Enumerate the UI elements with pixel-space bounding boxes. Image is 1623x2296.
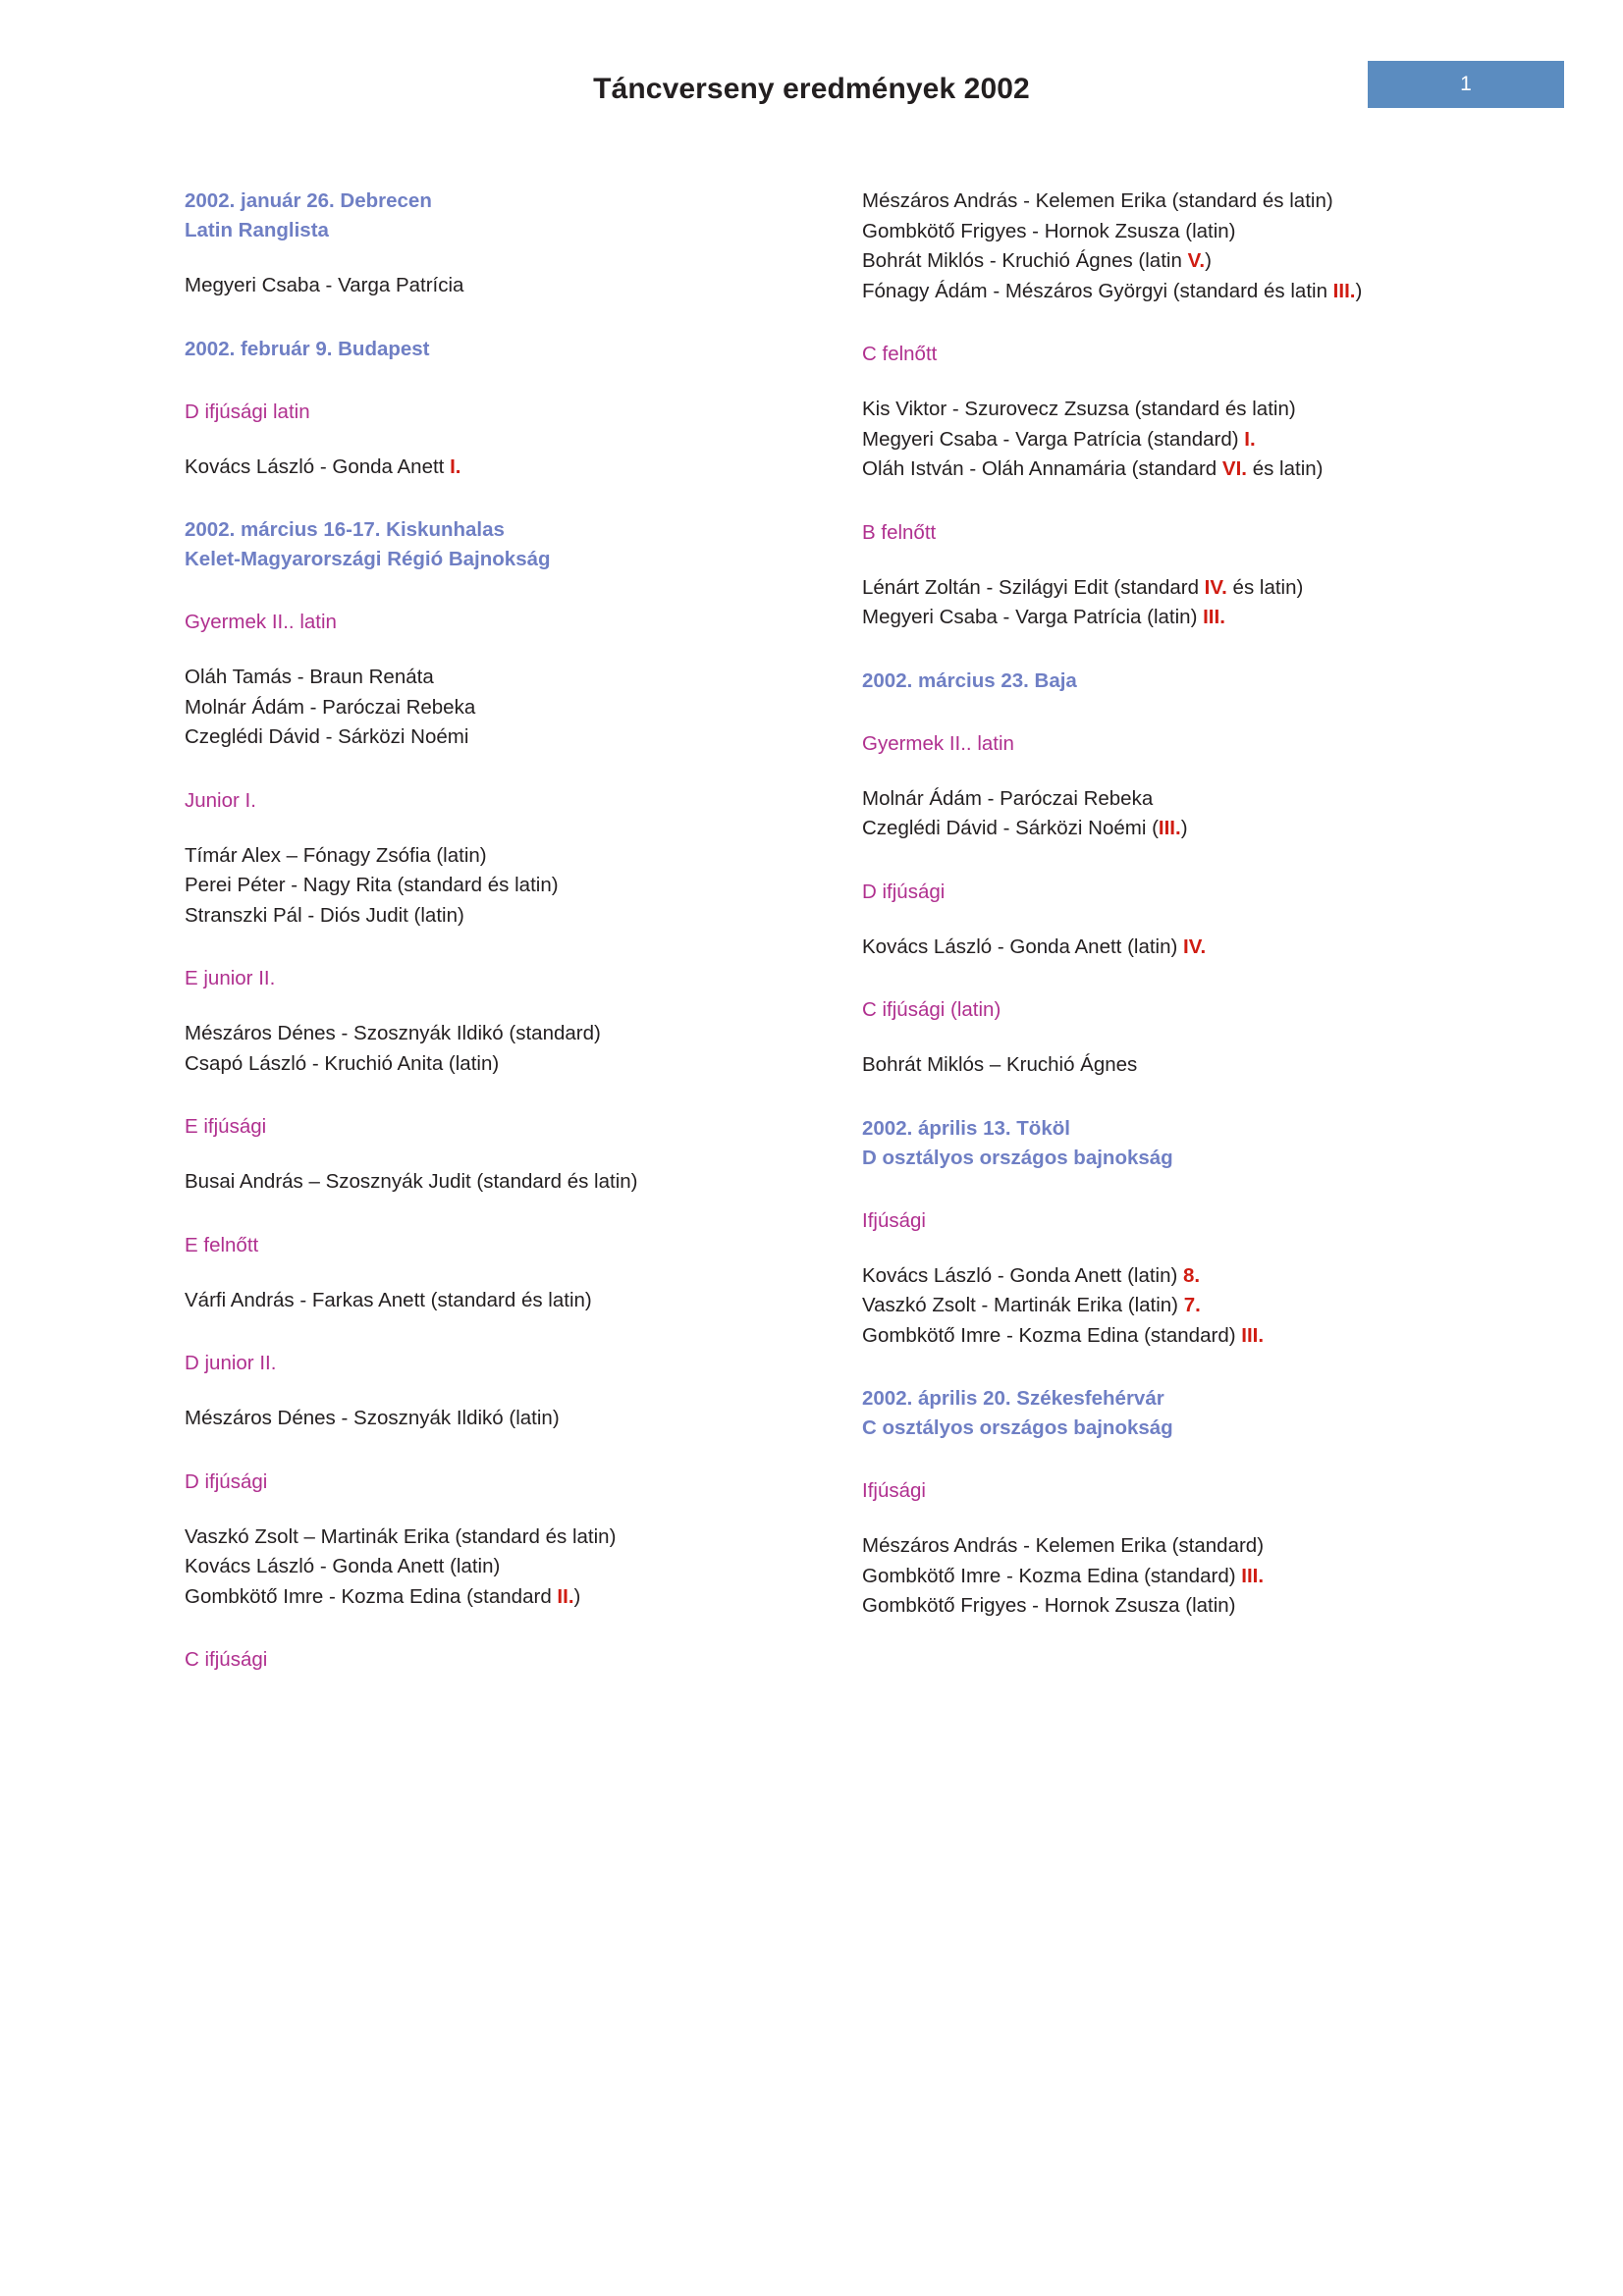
placement-rank: VI. (1221, 457, 1247, 480)
result-list (185, 841, 784, 932)
couple-names: Gombkötő Frigyes - Hornok Zsusza (latin) (862, 1594, 1236, 1617)
placement-rank: III. (1241, 1323, 1265, 1347)
event-heading-line: D osztályos országos bajnokság (862, 1146, 1173, 1169)
couple-names: Bohrát Miklós – Kruchió Ágnes (862, 1053, 1138, 1076)
result-entry (862, 1562, 1461, 1592)
result-entry (185, 1522, 784, 1553)
category-heading: D junior II. (185, 1352, 277, 1374)
couple-names: Perei Péter - Nagy Rita (standard és latin) (185, 874, 559, 896)
result-list (862, 573, 1461, 633)
couple-names: Mészáros András - Kelemen Erika (standard és latin) (862, 189, 1333, 212)
result-entry (862, 603, 1461, 633)
result-entry (862, 1291, 1461, 1321)
couple-names: Bohrát Miklós - Kruchió Ágnes (latin (862, 249, 1188, 272)
result-entry (862, 1531, 1461, 1562)
placement-rank: II. (557, 1584, 574, 1608)
result-entry (862, 814, 1461, 844)
category-heading: E junior II. (185, 967, 276, 989)
result-entry (862, 933, 1461, 963)
couple-names: Oláh Tamás - Braun Renáta (185, 666, 434, 688)
couple-names: Molnár Ádám - Paróczai Rebeka (862, 786, 1154, 810)
result-list (862, 1050, 1461, 1081)
couple-names: Gombkötő Imre - Kozma Edina (standard) (862, 1564, 1242, 1587)
result-list (862, 1531, 1461, 1622)
category-heading: B felnőtt (862, 520, 937, 544)
couple-names: Megyeri Csaba - Varga Patrícia (185, 274, 464, 296)
result-entry (185, 271, 784, 301)
result-entry (862, 425, 1461, 455)
result-entry (862, 1321, 1461, 1352)
event-heading-line: 2002. január 26. Debrecen (185, 189, 432, 212)
couple-names: Molnár Ádám - Paróczai Rebeka (185, 695, 476, 719)
result-list (185, 1019, 784, 1079)
couple-names: Gombkötő Imre - Kozma Edina (standard) (862, 1323, 1242, 1347)
result-list (185, 271, 784, 301)
result-entry (185, 1404, 784, 1434)
couple-names: Tímár Alex – Fónagy Zsófia (latin) (185, 843, 487, 867)
result-entry (862, 187, 1461, 217)
category-heading: Junior I. (185, 788, 256, 812)
result-list (185, 1522, 784, 1613)
result-entry (185, 722, 784, 753)
event-heading-line: C osztályos országos bajnokság (862, 1416, 1173, 1439)
result-list (185, 453, 784, 483)
couple-names: Stranszki Pál - Diós Judit (latin) (185, 903, 464, 927)
category-heading: D ifjúsági (862, 880, 946, 903)
event-heading-line: 2002. február 9. Budapest (185, 337, 430, 360)
couple-names: Kovács László - Gonda Anett (latin) (862, 934, 1184, 958)
couple-names: Kis Viktor - Szurovecz Zsuzsa (standard és latin) (862, 398, 1296, 420)
event-heading-line: 2002. április 13. Tököl (862, 1116, 1070, 1140)
result-entry (185, 1582, 784, 1613)
result-entry (185, 901, 784, 932)
category-heading: D ifjúsági latin (185, 400, 310, 423)
category-heading: D ifjúsági (185, 1469, 268, 1493)
placement-rank: III. (1158, 817, 1181, 839)
entry-suffix: ) (1180, 817, 1188, 839)
category-heading: C ifjúsági (185, 1648, 268, 1671)
placement-rank: III. (1241, 1564, 1265, 1587)
content-columns (185, 187, 1461, 1675)
couple-names: Czeglédi Dávid - Sárközi Noémi (185, 725, 469, 748)
category-heading: E ifjúsági (185, 1115, 267, 1138)
result-list (862, 784, 1461, 844)
event-heading-line: Latin Ranglista (185, 219, 329, 241)
entry-suffix: és latin) (1247, 457, 1324, 480)
couple-names: Gombkötő Imre - Kozma Edina (standard (185, 1584, 558, 1608)
result-entry (862, 573, 1461, 604)
event-heading-line: Kelet-Magyarországi Régió Bajnokság (185, 548, 551, 570)
event-heading (185, 187, 784, 245)
category-heading: Gyermek II.. latin (185, 611, 337, 633)
category-heading: Ifjúsági (862, 1479, 926, 1502)
couple-names: Fónagy Ádám - Mészáros Györgyi (standard és latin (862, 279, 1333, 302)
result-entry (185, 1019, 784, 1049)
result-entry (862, 1591, 1461, 1622)
result-entry (185, 693, 784, 723)
placement-rank: III. (1203, 606, 1225, 628)
result-list (862, 395, 1461, 485)
result-list (862, 1261, 1461, 1352)
couple-names: Oláh István - Oláh Annamária (standard (862, 457, 1222, 480)
result-entry (185, 871, 784, 901)
result-entry (862, 1050, 1461, 1081)
placement-rank: V. (1187, 249, 1206, 272)
page-number-label: 1 (1460, 73, 1472, 95)
result-entry (862, 246, 1461, 277)
couple-names: Busai András – Szosznyák Judit (standard és latin) (185, 1170, 638, 1193)
entry-suffix: ) (1205, 249, 1212, 272)
result-entry (862, 395, 1461, 425)
result-entry (862, 454, 1461, 485)
result-list (185, 1404, 784, 1434)
left-column (185, 187, 784, 1675)
couple-names: Várfi András - Farkas Anett (standard és latin) (185, 1288, 592, 1311)
placement-rank: IV. (1204, 575, 1227, 599)
result-list (185, 663, 784, 753)
page-number-badge (1368, 61, 1564, 108)
couple-names: Czeglédi Dávid - Sárközi Noémi ( (862, 817, 1159, 839)
result-entry (185, 1552, 784, 1582)
couple-names: Csapó László - Kruchió Anita (latin) (185, 1051, 500, 1075)
result-list (185, 1286, 784, 1316)
result-entry (185, 1049, 784, 1080)
result-entry (185, 1286, 784, 1316)
couple-names: Kovács László - Gonda Anett (185, 454, 451, 478)
category-heading: C felnőtt (862, 343, 938, 365)
result-entry (862, 277, 1461, 307)
result-entry (862, 784, 1461, 815)
category-heading: C ifjúsági (latin) (862, 998, 1001, 1021)
event-heading-line: 2002. április 20. Székesfehérvár (862, 1387, 1164, 1410)
category-heading: E felnőtt (185, 1233, 259, 1256)
entry-suffix: és latin) (1226, 575, 1304, 599)
result-entry (862, 217, 1461, 247)
result-entry (185, 841, 784, 872)
placement-rank: I. (450, 454, 461, 478)
placement-rank: III. (1332, 279, 1356, 302)
couple-names: Vaszkó Zsolt – Martinák Erika (standard és latin) (185, 1524, 617, 1548)
result-entry (862, 1261, 1461, 1292)
couple-names: Vaszkó Zsolt - Martinák Erika (latin) (862, 1294, 1184, 1316)
couple-names: Kovács László - Gonda Anett (latin) (185, 1555, 501, 1577)
couple-names: Mészáros Dénes - Szosznyák Ildikó (latin) (185, 1407, 560, 1429)
placement-rank: 8. (1183, 1263, 1201, 1287)
category-heading: Ifjúsági (862, 1208, 926, 1232)
couple-names: Mészáros Dénes - Szosznyák Ildikó (standard) (185, 1022, 601, 1044)
event-heading (862, 1384, 1461, 1443)
entry-suffix: ) (1355, 279, 1363, 302)
result-entry (185, 453, 784, 483)
document-header (0, 61, 1623, 120)
result-list (185, 1167, 784, 1198)
couple-names: Megyeri Csaba - Varga Patrícia (standard) (862, 427, 1245, 451)
event-heading (185, 335, 784, 364)
result-list (862, 187, 1461, 306)
event-heading (862, 1114, 1461, 1173)
placement-rank: I. (1244, 427, 1256, 451)
result-entry (185, 663, 784, 693)
event-heading (185, 515, 784, 574)
couple-names: Kovács László - Gonda Anett (latin) (862, 1263, 1184, 1287)
result-list (862, 933, 1461, 963)
event-heading (862, 667, 1461, 696)
event-heading-line: 2002. március 16-17. Kiskunhalas (185, 518, 505, 541)
couple-names: Gombkötő Frigyes - Hornok Zsusza (latin) (862, 219, 1236, 242)
entry-suffix: ) (573, 1584, 581, 1608)
couple-names: Lénárt Zoltán - Szilágyi Edit (standard (862, 575, 1205, 599)
couple-names: Megyeri Csaba - Varga Patrícia (latin) (862, 606, 1204, 628)
event-heading-line: 2002. március 23. Baja (862, 668, 1077, 692)
category-heading: Gyermek II.. latin (862, 731, 1014, 755)
right-column (862, 187, 1461, 1675)
couple-names: Mészáros András - Kelemen Erika (standard) (862, 1534, 1265, 1557)
result-entry (185, 1167, 784, 1198)
placement-rank: 7. (1183, 1294, 1201, 1316)
page-title: Táncverseny eredmények 2002 (593, 73, 1030, 105)
placement-rank: IV. (1183, 934, 1207, 958)
